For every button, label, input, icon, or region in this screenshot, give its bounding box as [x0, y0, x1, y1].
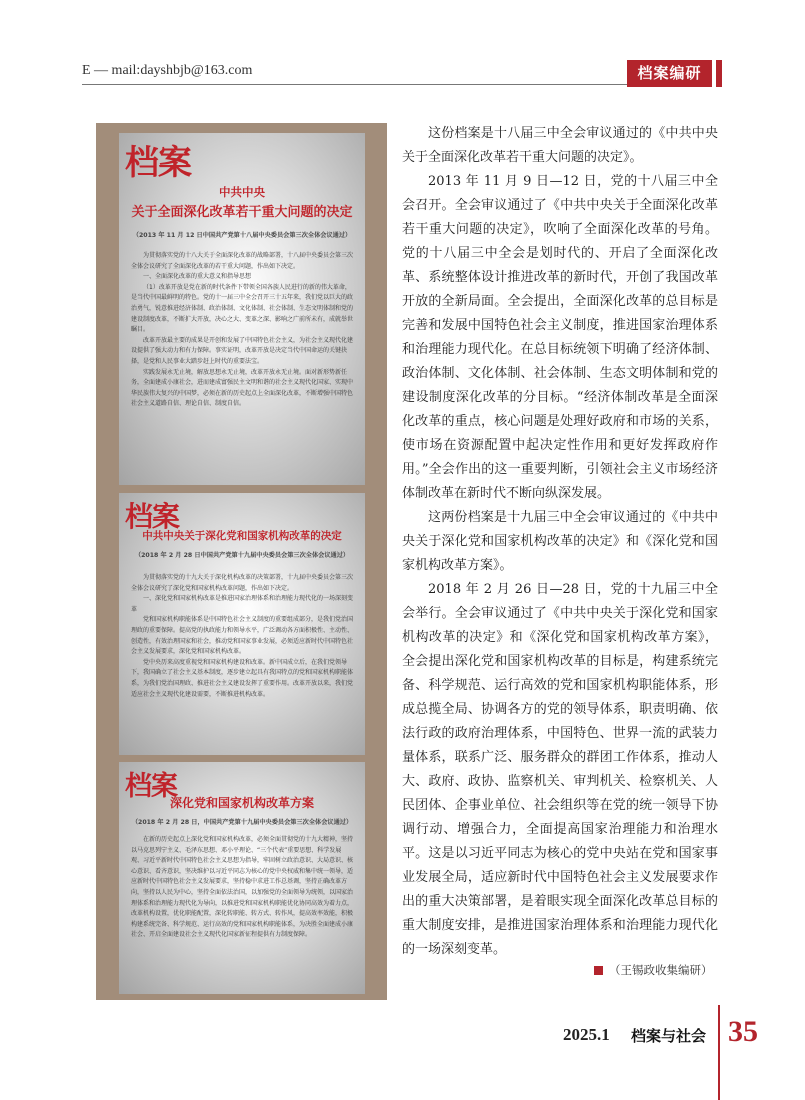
- document-paragraph: 党和国家机构职能体系是中国特色社会主义制度的重要组成部分，是我们党治国理政的重要保障。提高党的执政能力和领导水平，广泛调动各方面积极性、主动性、创造性，有效治理国家和社会，推动党和国家事业发展，必须适应新时代中国特色社会主义发展要求，深化党和国家机构改革。: [131, 616, 354, 656]
- document-paragraph: （1）改革开放是党在新的时代条件下带领全国各族人民进行的新的伟大革命，是当代中国最鲜明的特色。党的十一届三中全会召开三十五年来，我们党以巨大的政治勇气，锐意推进经济体制、政治体制、文化体制、社会体制、生态文明体制和党的建设制度改革，不断扩大开放，决心之大、变革之深、影响之广前所未有，成就举世瞩目。: [131, 283, 354, 334]
- article-paragraph: 2018 年 2 月 26 日—28 日，党的十九届三中全会举行。全会审议通过了《中共中央关于深化党和国家机构改革的决定》和《深化党和国家机构改革方案》，全会提出深化党和国家机构改革的目标是，构建系统完备、科学规范、运行高效的党和国家机构职能体系，形成总揽全局、协调各方的党的领导体系，职责明确、依法行政的政府治理体系，中国特色、世界一流的武装力量体系，联系广泛、服务群众的群团工作体系，推动人大、政府、政协、监察机关、审判机关、检察机关、人民团体、企事业单位、社会组织等在党的统一领导下协调行动、增强合力，全面提高国家治理能力和治理水平。这是以习近平同志为核心的党中央站在党和国家事业发展全局，适应新时代中国特色社会主义发展要求作出的重大决策部署，是着眼实现全面深化改革总目标的重大制度安排，是推进国家治理体系和治理能力现代化的一场深刻变革。: [402, 582, 718, 957]
- document-body: [131, 251, 353, 410]
- credit-text: （王锡政收集编研）: [609, 963, 713, 977]
- document-body: [131, 573, 353, 700]
- document-date-line: （2018 年 2 月 28 日中国共产党第十九届中央委员会第三次全体会议通过）: [134, 552, 350, 559]
- archive-panel-2018-plan: [119, 762, 365, 994]
- archive-photo-column: [96, 123, 387, 1000]
- document-date-line: （2018 年 2 月 28 日，中国共产党第十九届中央委员会第三次全体会议通过）: [131, 819, 353, 826]
- page-number: 35: [728, 1015, 758, 1048]
- document-paragraph: 为贯彻落实党的十九大关于深化机构改革的决策部署，十九届中央委员会第三次全体会议研究了深化党和国家机构改革问题，作出如下决定。: [131, 574, 354, 592]
- header-email: E — mail:dayshbjb@163.com: [82, 63, 253, 78]
- article-credit: [594, 962, 713, 978]
- document-title: 深化党和国家机构改革方案: [169, 796, 314, 810]
- article-paragraph: 这份档案是十八届三中全会审议通过的《中共中央关于全面深化改革若干重大问题的决定》。: [402, 126, 718, 165]
- header-rule: [82, 84, 627, 85]
- document-title-line-2: 关于全面深化改革若干重大问题的决定: [131, 205, 353, 220]
- footer-divider: [718, 1005, 720, 1100]
- archive-stamp: 档案: [125, 771, 177, 802]
- document-title: 中共中央关于深化党和国家机构改革的决定: [142, 530, 342, 542]
- document-paragraph: 实践发展永无止境，解放思想永无止境，改革开放永无止境。面对新形势新任务，全面建成小康社会，进而建成富强民主文明和谐的社会主义现代化国家、实现中华民族伟大复兴的中国梦，必须在新的历史起点上全面深化改革，不断增强中国特色社会主义道路自信、理论自信、制度自信。: [131, 368, 354, 408]
- section-tab-bar: [716, 60, 722, 87]
- document-paragraph: 在新的历史起点上深化党和国家机构改革，必须全面贯彻党的十九大精神，坚持以马克思列宁主义、毛泽东思想、邓小平理论、“三个代表”重要思想、科学发展观、习近平新时代中国特色社会主义思想为指导，牢固树立政治意识、大局意识、核心意识、看齐意识，坚决维护以习近平同志为核心的党中央权威和集中统一领导，适应新时代中国特色社会主义发展要求，坚持稳中求进工作总基调，坚持正确改革方向，坚持以人民为中心，坚持全面依法治国，以加强党的全面领导为统领，以国家治理体系和治理能力现代化为导向，以推进党和国家机构职能优化协同高效为着力点，改革机构设置，优化职能配置，深化转职能、转方式、转作风，提高效率效能，积极构建系统完备、科学规范、运行高效的党和国家机构职能体系，为决胜全面建成小康社会、开启全面建设社会主义现代化国家新征程提供有力制度保障。: [131, 836, 354, 939]
- article-text: [402, 122, 718, 962]
- archive-panel-2013-decision: [119, 133, 365, 485]
- document-paragraph: 改革开放最主要的成果是开创和发展了中国特色社会主义，为社会主义现代化建设提供了强大动力和有力保障。事实证明，改革开放是决定当代中国命运的关键抉择，是党和人民事业大踏步赶上时代的重要法宝。: [131, 336, 354, 365]
- archive-stamp: 档案: [125, 500, 180, 533]
- document-paragraph: 党中央历来高度重视党和国家机构建设和改革。新中国成立后，在我们党领导下，我国确立了社会主义基本制度，逐步建立起具有我国特点的党和国家机构职能体系，为我们党治国理政、推进社会主义建设发挥了重要作用。改革开放以来，我们党适应社会主义现代化建设需要，不断推进机构改革。: [131, 658, 354, 698]
- article-paragraph: 这两份档案是十九届三中全会审议通过的《中共中央关于深化党和国家机构改革的决定》和《深化党和国家机构改革方案》。: [402, 510, 718, 573]
- document-paragraph: 一、全面深化改革的重大意义和指导思想: [143, 273, 252, 281]
- article-paragraph: 2013 年 11 月 9 日—12 日，党的十八届三中全会召开。全会审议通过了《中共中央关于全面深化改革若干重大问题的决定》，吹响了全面深化改革的号角。党的十八届三中全会是划时代的、开启了全面深化改革、系统整体设计推进改革的新时代，开创了我国改革开放的全新局面。全会提出，全面深化改革的总目标是完善和发展中国特色社会主义制度，推进国家治理体系和治理能力现代化。在总目标统领下明确了经济体制、政治体制、文化体制、社会体制、生态文明体制和党的建设制度深化改革的分目标。“经济体制改革是全面深化改革的重点，核心问题是处理好政府和市场的关系，使市场在资源配置中起决定性作用和更好发挥政府作用。”全会作出的这一重要判断，引领社会主义市场经济体制改革在新时代不断向纵深发展。: [402, 174, 718, 501]
- document-paragraph: 一、深化党和国家机构改革是推进国家治理体系和治理能力现代化的一场深刻变革: [131, 595, 354, 613]
- document-body: [131, 835, 353, 941]
- document-paragraph: 为贯彻落实党的十八大关于全面深化改革的战略部署，十八届中央委员会第三次全体会议研究了全面深化改革的若干重大问题，作出如下决定。: [131, 252, 354, 270]
- footer-magazine-logo: 档案与社会: [631, 1027, 707, 1045]
- archive-panel-2018-decision: [119, 493, 365, 755]
- section-tab: 档案编研: [627, 60, 712, 87]
- credit-square-icon: [594, 966, 603, 975]
- footer-date: 2025.1: [563, 1025, 610, 1044]
- document-date-line: （2013 年 11 月 12 日中国共产党第十八届中央委员会第三次全体会议通过）: [132, 232, 352, 239]
- document-title-line-1: 中共中央: [219, 185, 265, 199]
- archive-stamp: 档案: [125, 143, 191, 183]
